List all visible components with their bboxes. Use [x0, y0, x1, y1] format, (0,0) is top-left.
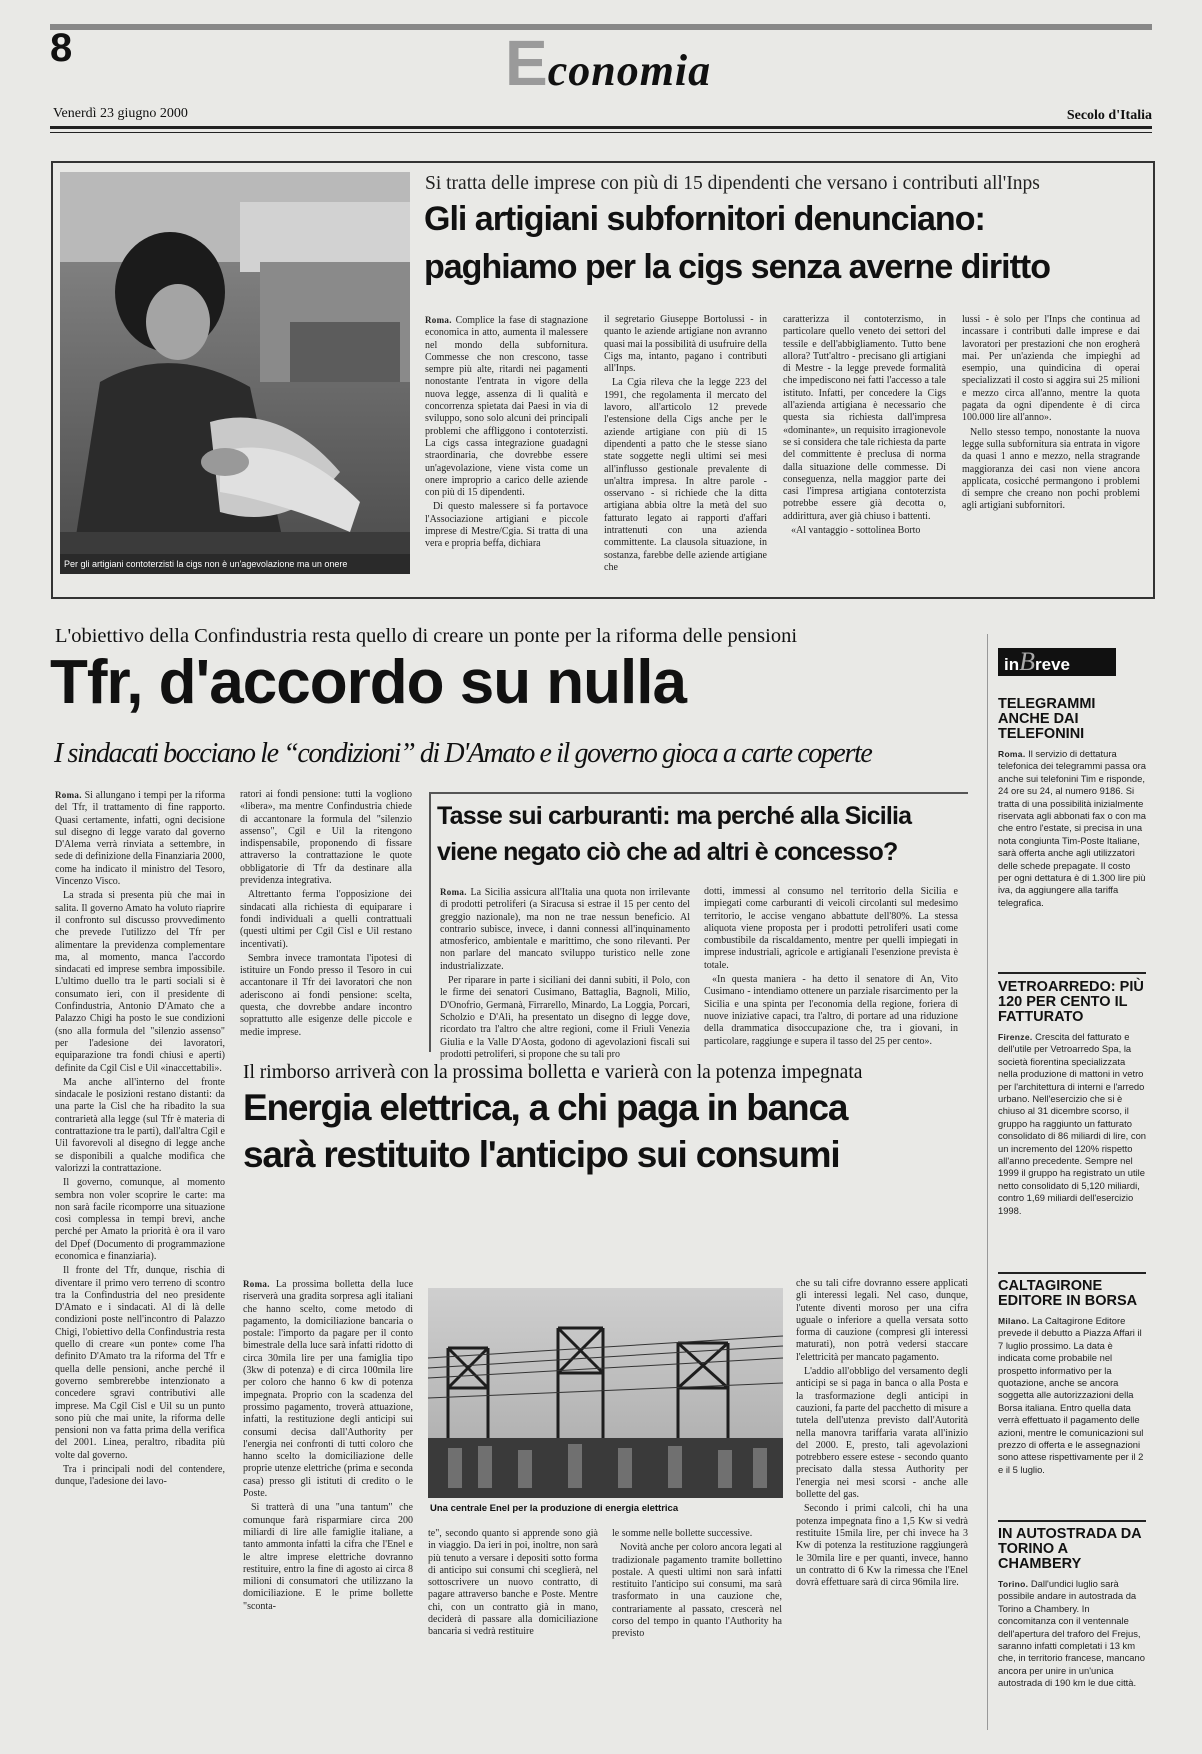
newspaper-name: Secolo d'Italia — [1066, 108, 1152, 123]
article2-headline: Tfr, d'accordo su nulla — [50, 648, 686, 717]
sidebar-divider-1 — [998, 972, 1146, 974]
article1-col3-text: caratterizza il contoterzismo, in particolare quello veneto dei settori del tessile e dell'abbigliamento. Tutto bene allora? Tutt'altro - precisano gli artigiani di Mestre - la legge prevede formalità che impediscono nei fatti l'accesso a tale istituto. Infatti, per concedere la Cigs all'azienda artigiana è necessario che questa sia richiesta dall'impresa «dominante», un requisito irragionevole se si considera che tale richiesta da parte del committente è preclusa di norma dalla situazione delle commesse. Di conseguenza, nella maggior parte dei casi l'impresa artigiana contoterzista potrebbe essere già decotta o, addirittura, aver già chiuso i battenti. — [783, 314, 946, 522]
in-breve-logo — [998, 648, 1116, 676]
brief-telegrammi-head: TELEGRAMMI ANCHE DAI TELEFONINI — [998, 696, 1096, 742]
article4-column-3 — [612, 1528, 782, 1724]
photo-seamstress-image — [60, 172, 410, 574]
photo-centrale-enel — [428, 1288, 783, 1498]
article1-headline-line1: Gli artigiani subfornitori denunciano: — [424, 200, 985, 238]
article4-col1-text: La prossima bolletta della luce riserverà una gradita sorpresa agli italiani che hanno scelto, come metodo di pagamento, la domiciliazione bancaria o postale: l'importo da pagare per il conto bimestrale della luce sarà infatti ridotto di circa 30mila lire per una famiglia tipo (3kw di potenza) e di circa 100mila lire per coloro che hanno 6 kw di potenza impegnata. Proprio con la scadenza del prossimo pagamento, troverà attuazione, infatti, la restituzione degli anticipi sui consumi decisa dall'Authority per l'energia nei confronti di tutti coloro che hanno scelto la domiciliazione delle proprie utenze elettriche (prima e seconda casa) presso gli istituti di credito o le Poste. — [243, 1279, 414, 1500]
in-breve-logo-rest: reve — [1035, 655, 1070, 674]
article1-column-1 — [425, 314, 588, 584]
article1-col1-text: Complice la fase di stagnazione economica in atto, aumenta il malessere nel mondo della subfornitura. Commesse che non crescono, tasse sempre più alte, ritardi nei pagamenti nonostante l'entrata in vigore della nuova legge, assenza di lì qualità e concorrenza spietata dai Paesi in via di sviluppo, sono solo alcuni dei principali problemi che affliggono i contoterzisti. La cigs cassa integrazione guadagni straordinaria, che dovrebbe essere un'agevolazione, viene vista come un onere improprio a carico delle aziende con più di 15 dipendenti. — [425, 315, 588, 499]
brief-caltagirone-head: CALTAGIRONE EDITORE IN BORSA — [998, 1278, 1138, 1309]
article3-col1-text-2: Per riparare in parte i siciliani dei danni subiti, il Polo, con le firme dei senatori Cusimano, Battaglia, Bagnoli, Milio, D'Onofrio, Germanà, Firrarello, Minardo, La Loggia, Porcari, Scholzio e D'Alì, ha presentato un disegno di legge dove, ricordato tra l'altro che altre regioni, come il Friuli Venezia Giulia e la Valle D'Aosta, godono di agevolazioni fiscali sui prodotti petroliferi, si propone che su tali pro — [440, 975, 690, 1060]
article4-col4-text-2: L'addio all'obbligo del versamento degli anticipi se si paga in banca o alla Posta e la trasformazione degli anticipi in cauzioni, fa parte del pacchetto di misure a tutela dell'utenza previsto dall'Autorità nella manovra tariffaria varata all'inizio del 2000. E, presto, tali agevolazioni potrebbero essere estese - secondo quanto precisato dalla stessa Authority per l'energia nei mesi scorsi - anche alle bollette del gas. — [796, 1366, 968, 1501]
article1-col4-text: lussi - è solo per l'Inps che continua ad incassare i contributi dalle imprese e dai lavoratori per prestazioni che non erogherà mai. Per un'azienda che impieghi ad esempio, una quindicina di operai specializzati il costo si aggira sui 25 milioni e mezzo circa all'anno, mentre la quota pagata da ogni dipendente è di circa 100.000 lire all'anno». — [962, 314, 1140, 424]
article1-column-4 — [962, 314, 1140, 584]
brief-caltagirone-dateline: Milano. — [998, 1316, 1030, 1326]
article3-column-1 — [440, 886, 690, 1060]
sidebar-divider-2 — [998, 1272, 1146, 1274]
brief-autostrada-head: IN AUTOSTRADA DA TORINO A CHAMBERY — [998, 1526, 1142, 1572]
article3-col2-text: dotti, immessi al consumo nel territorio della Sicilia e impiegati come carburanti di veicoli circolanti sul medesimo territorio, le accise vengano abbattute dell'80%. La stessa aliquota viene proposta per i prodotti petroliferi usati come combustibile da riscaldamento, mentre per quelli impiegati in imprese industriali, agricole e artigianali l'esenzione prevista è totale. — [704, 886, 958, 971]
section-title — [505, 28, 711, 100]
masthead-bottom-rule — [50, 126, 1152, 129]
article4-col1-text-2: Si tratterà di una "una tantum" che comunque farà risparmiare circa 200 miliardi di lire alle famiglie italiane, a tanto ammonta infatti la cifra che l'Enel e le altre imprese elettriche dovranno restituire, entro la fine di agosto ai circa 8 milioni di consumatori che utilizzano la domiciliazione. E le prime bollette "sconta- — [243, 1502, 413, 1612]
article3-column-2 — [704, 886, 958, 1047]
article2-col1-text-2: La strada si presenta più che mai in salita. Il governo Amato ha voluto riaprire il confronto sul discusso provvedimento che prevede l'utilizzo del Tfr per alimentare la previdenza complementare ma, al momento, manca l'accordo sindacati ed imprese sembra impossibile. L'ultimo duello tra le parti sociali si è consumato ieri, con il presidente di Confindustria, Antonio D'Amato che a Palazzo Chigi ha posto le sue condizioni (sno alla formula del "silenzio assenso" per l'adesione dei lavoratori, equiparazione tra fondi chiusi e aperti) definite da Cgil Cisl e Uil «inaccettabili». — [55, 890, 225, 1074]
article3-col1-text: La Sicilia assicura all'Italia una quota non irrilevante di prodotti petroliferi (a Siracusa si estrae il 15 per cento del greggio nazionale), ma non ne trae nessun beneficio. Al contrario subisce, invece, i danni connessi all'inquinamento atmosferico, ambientale e marittimo, che sono rilevanti. Per non parlare del mancato sviluppo turistico nelle zone industrializzate. — [440, 887, 690, 972]
photo-artigiani — [60, 172, 410, 574]
in-breve-logo-in: in — [1004, 655, 1020, 674]
article4-col3-text: le somme nelle bollette successive. — [612, 1528, 753, 1539]
article2-column-2 — [240, 789, 412, 1042]
article4-col4-text: che su tali cifre dovranno essere applicati gli interessi legali. Nel caso, dunque, l'utente diventi moroso per una cifra uguale o inferiore a quella versata sotto forma di cauzione (compresi gli interessi maturati), non potrà vedersi staccare l'elettricità per mancato pagamento. — [796, 1278, 968, 1363]
brief-vetroarredo-dateline: Firenze. — [998, 1032, 1033, 1042]
article1-col2-text: il segretario Giuseppe Bortolussi - in quanto le aziende artigiane non avranno quasi mai la possibilità di usufruire della Cigs ma, intanto, pagano i contributi all'Inps. — [604, 314, 767, 375]
article3-headline-line1: Tasse sui carburanti: ma perché alla Sicilia — [437, 802, 912, 830]
photo-caption-centrale: Una centrale Enel per la produzione di energia elettrica — [430, 1503, 679, 1514]
masthead-bottom-rule-thin — [50, 132, 1152, 133]
brief-telegrammi-text — [998, 748, 1146, 909]
article1-col2-text-2: La Cgia rileva che la legge 223 del 1991, che regolamenta il mercato del lavoro, all'articolo 12 prevede l'estensione della Cigs anche per le aziende artigiane con più di 15 dipendenti a patto che le stesse siano state soggette negli ultimi sei mesi all'influsso gestionale prevalente di un'altra impresa. In altre parole - osservano - si richiede che la ditta artigiana abbia oltre la metà del suo fatturato legato ai rapporti d'affari intrattenuti con una azienda committente. La clausola situazione, in sostanza, farebbe delle aziende artigiane che — [604, 377, 767, 573]
article2-dateline: Roma. — [55, 790, 82, 800]
article4-column-1 — [243, 1278, 413, 1724]
article4-headline-line2: sarà restituito l'anticipo sui consumi — [243, 1134, 840, 1175]
brief-caltagirone-text — [998, 1315, 1146, 1476]
article4-headline-line1: Energia elettrica, a chi paga in banca — [243, 1087, 848, 1128]
brief-caltagirone-body: La Caltagirone Editore prevede il debutto a Piazza Affari il 7 luglio prossimo. La data è indicata come probabile nel prospetto informativo per la quotazione, anche se ancora soggetta alle autorizzazioni della Borsa italiana. Entro quella data verrà effettuato il pagamento delle azioni, mentre le comunicazioni sul prezzo di offerta e le assegnazioni sono attese rispettivamente per il 2 e il 5 luglio. — [998, 1315, 1144, 1475]
issue-date: Venerdì 23 giugno 2000 — [53, 106, 188, 121]
section-rest: conomia — [547, 46, 712, 95]
brief-telegrammi — [998, 697, 1146, 909]
sidebar-divider-3 — [998, 1520, 1146, 1522]
article1-column-2 — [604, 314, 767, 584]
article1-col4-text-2: Nello stesso tempo, nonostante la nuova legge sulla subfornitura sia entrata in vigore da quasi 1 anno e mezzo, nella stragrande maggioranza dei casi non viene ancora applicata, cosicché permangono i problemi di sempre che creano non pochi problemi agli artigiani subfornitori. — [962, 426, 1140, 512]
article1-kicker: Si tratta delle imprese con più di 15 dipendenti che versano i contributi all'Inps — [425, 173, 1040, 194]
article1-column-3 — [783, 314, 946, 584]
article2-kicker: L'obiettivo della Confindustria resta quello di creare un ponte per la riforma delle pensioni — [55, 625, 798, 647]
brief-autostrada-text — [998, 1578, 1146, 1690]
article4-kicker: Il rimborso arriverà con la prossima bolletta e varierà con la potenza impegnata — [243, 1062, 863, 1083]
photo-power-station-image — [428, 1288, 783, 1498]
article1-col3-text-2: «Al vantaggio - sottolinea Borto — [791, 525, 921, 537]
article4-col2-text: te", secondo quanto si apprende sono già in viaggio. Da ieri in poi, inoltre, non sarà più tenuto a versare i depositi sotto forma di anticipo sui consumi chi sceglierà, nel sottoscrivere un nuovo contratto, di pagare attraverso banche e Poste. Mentre chi, con un contratto già in mano, deciderà di passare alla domiciliazione bancaria si vedrà restituire — [428, 1528, 598, 1638]
article4-column-4 — [796, 1278, 968, 1724]
photo-caption-artigiani: Per gli artigiani contoterzisti la cigs non è un'agevolazione ma un onere — [60, 554, 410, 574]
article1-headline-line2: paghiamo per la cigs senza averne diritto — [424, 248, 1050, 286]
article2-col2-text-3: Sembra invece tramontata l'ipotesi di istituire un Fondo presso il Tesoro in cui accantonare il Tfr dei lavoratori che non aderiscono ai fondi pensione: scelta, questa, che dovrebbe andare incontro soprattutto alle esigenze delle piccole e medie imprese. — [240, 952, 412, 1038]
in-breve-logo-b: B — [1019, 647, 1035, 676]
article2-col1-text-4: Il governo, comunque, al momento sembra non voler scoprire le carte: ma non sarà facile ricomporre una situazione così complessa in tempi brevi, anche perché per Amato la priorità è ora il varo del Dpef (Documento di programmazione economica e finanziaria). — [55, 1177, 225, 1262]
article4-dateline: Roma. — [243, 1279, 270, 1289]
article2-col2-text: ratori ai fondi pensione: tutti la vogliono «libera», ma mentre Confindustria chiede di accantonare la formula del "silenzio assenso", Cgil e Uil la ritengono indispensabile, proponendo di fissare attraverso la contrattazione le quote obbligatorie di Tfr da destinare alla previdenza integrativa. — [240, 789, 412, 887]
article4-col4-text-3: Secondo i primi calcoli, chi ha una potenza impegnata fino a 1,5 Kw si vedrà restituite 15mila lire, per chi invece ha 3 Kw di potenza la restituzione raggiungerà le 30mila lire e per quanti, invece, hanno un contratto di 6 Kw la rimessa che l'Enel dovrà effettuare sarà di circa 96mila lire. — [796, 1503, 968, 1589]
article2-col1-text-5: Il fronte del Tfr, dunque, rischia di diventare il primo vero terreno di scontro tra la Confindustria del neo presidente D'Amato e i sindacati. Al di là delle condizioni poste nell'incontro di Palazzo Chigi, l'obiettivo della Confindustria resta quello di creare «un ponte» come l'ha definito D'Amato tra la riforma del Tfr e quella delle pensioni, anche perché il governo sembrerebbe intenzionato a concedere sgravi contributivi alle imprese. Ma Cgil Cisl e Uil su un punto sono più che mai unite, la riforma delle pensioni non va fatta prima della verifica del 2001. Linea, peraltro, ribadita più volte dal governo. — [55, 1265, 225, 1461]
article3-dateline: Roma. — [440, 887, 467, 897]
brief-telegrammi-body: Il servizio di dettatura telefonica dei telegrammi passa ora anche sui telefonini Tim e risponde, 24 ore su 24, al numero 9186. Si tratta di una possibilità inizialmente riservata agli abbonati fax o con ma che entro l'estate, si precisa in una nota congiunta Tim-Poste Italiane, sarà offerta anche agli utilizzatori delle schede prepagate. Il costo per ogni dettatura è di 1.300 lire più iva, da aggiungere alla tariffa telegrafica. — [998, 748, 1146, 908]
article2-subhead: I sindacati bocciano le “condizioni” di D'Amato e il governo gioca a carte coperte — [54, 738, 872, 769]
article4-col3-text-2: Novità anche per coloro ancora legati al tradizionale pagamento tramite bollettino postale. A questi ultimi non sarà infatti restituito l'anticipo sui consumi, ma sarà trasformato in una cauzione che, contrariamente al passato, crescerà nel corso del tempo in quanto l'Authority ha previsto — [612, 1542, 782, 1640]
brief-telegrammi-dateline: Roma. — [998, 749, 1026, 759]
brief-vetroarredo-head: VETROARREDO: PIÙ 120 PER CENTO IL FATTURATO — [998, 979, 1144, 1025]
article2-column-1 — [55, 789, 225, 1724]
brief-vetroarredo-body: Crescita del fatturato e dell'utile per Vetroarredo Spa, la società fiorentina specializzata nella produzione di mattoni in vetro per l'architettura di interni e l'arredo urbano. Nell'esercizio che si è chiuso al 31 dicembre scorso, il gruppo ha raggiunto un fatturato consolidato di 86 miliardi di lire, con un incremento del 120% rispetto all'anno precedente. Sempre nel 1999 il gruppo ha registrato un utile netto consolidato di 5,120 miliardi, contro 1,69 miliardi dell'esercizio 1998. — [998, 1031, 1146, 1216]
article4-column-2 — [428, 1528, 598, 1724]
brief-vetroarredo — [998, 980, 1146, 1217]
article1-dateline: Roma. — [425, 315, 452, 325]
brief-vetroarredo-text — [998, 1031, 1146, 1217]
section-initial: E — [505, 27, 548, 99]
article2-col1-text: Si allungano i tempi per la riforma del Tfr, il trattamento di fine rapporto. Quasi certamente, infatti, ogni decisione sul disegno di legge varato dal governo D'Alema verrà rinviata a settembre, in sede di definizione della Finanziaria 2000, come ha indicato il ministro del Tesoro, Vincenzo Visco. — [55, 790, 226, 888]
brief-caltagirone — [998, 1279, 1146, 1476]
article2-col2-text-2: Altrettanto ferma l'opposizione dei sindacati alla richiesta di equiparare i fondi individuali a quelli contrattuali (questi ultimi per Cgil Cisl e Uil restano incentivati). — [240, 889, 412, 950]
article3-headline-line2: viene negato ciò che ad altri è concesso? — [437, 838, 898, 866]
brief-autostrada — [998, 1527, 1146, 1690]
article2-col1-text-3: Ma anche all'interno del fronte sindacale le posizioni restano distanti: da una parte la Cisl che ha ribadito la sua contrarietà alla legge (sul Tfr è materia di contrattazione tra le parti), dall'altra Cgil e Uil favorevoli al disegno di legge anche se disponibili a qualche modifica che valorizzi la contrattazione. — [55, 1076, 225, 1174]
brief-autostrada-dateline: Torino. — [998, 1579, 1029, 1589]
article2-col1-text-6: Tra i principali nodi del contendere, dunque, l'adesione dei lavo- — [55, 1464, 225, 1488]
article3-col2-text-2: «In questa maniera - ha detto il senatore di An, Vito Cusimano - intendiamo ottenere un parziale risarcimento per la Sicilia e una spinta per l'economia della regione, foriera di nuove iniziative capaci, tra l'altro, di portare ad una riduzione della drammatica disoccupazione che, tra i giovani, in particolare, raggiunge e supera il tasso del 25 per cento». — [704, 974, 958, 1047]
article1-col1-text-2: Di questo malessere si fa portavoce l'Associazione artigiani e piccole imprese di Mestre/Cgia. Si tratta di una vera e propria beffa, dichiara — [425, 501, 588, 550]
brief-autostrada-body: Dall'undici luglio sarà possibile andare in autostrada da Torino a Chambery. In concomitanza con il ventennale dell'apertura del traforo del Frejus, saranno infatti completati i 13 km che, in territorio francese, mancano ancora per unire in un'unica autostrada di 190 km le due città. — [998, 1578, 1145, 1689]
page-number: 8 — [50, 26, 73, 70]
